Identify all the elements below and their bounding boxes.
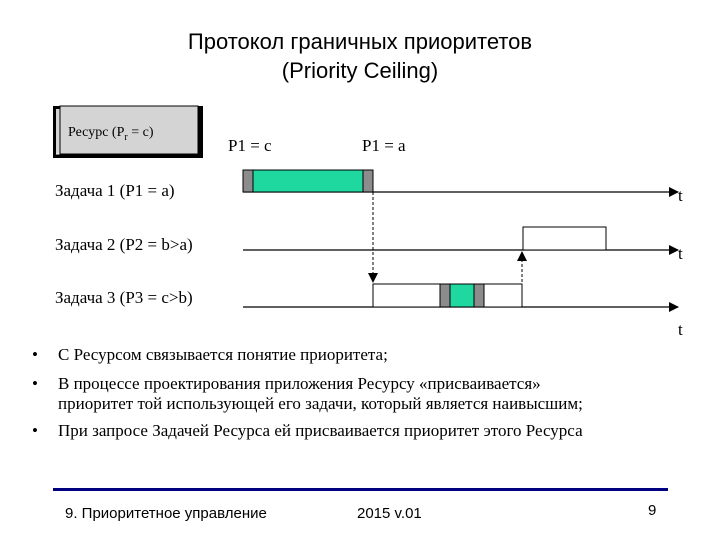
slide-title-line1: Протокол граничных приоритетов [187,29,533,54]
footer-page-number: 9 [648,502,657,519]
task3-unlock-marker [474,284,484,307]
task1-resource-section [253,170,363,192]
bullet-icon: • [32,345,38,364]
task1-label: Задача 1 (P1 = a) [55,181,175,200]
task2-execution-box [523,227,606,250]
priority-label-c: P1 = c [228,136,272,155]
task2-label: Задача 2 (P2 = b>a) [55,235,193,254]
slide-title-line2: (Priority Ceiling) [281,58,439,83]
task3-resource-section [450,284,474,307]
task3-lock-marker [440,284,450,307]
task1-lock-marker [243,170,253,192]
bullet-item-3: • При запросе Задачей Ресурса ей присваивается приоритет этого Ресурса [32,421,583,440]
task3-time-label: t [678,320,683,339]
footer-section-title: 9. Приоритетное управление [65,505,267,522]
bullet-item-1: • С Ресурсом связывается понятие приоритета; [32,345,388,364]
task1-time-label: t [678,186,683,205]
task3-timeline [243,284,678,307]
priority-label-a: P1 = a [362,136,406,155]
task3-label: Задача 3 (P3 = c>b) [55,288,193,307]
bullet-icon: • [32,374,38,393]
task1-unlock-marker [363,170,373,192]
resource-box [53,106,203,158]
task2-time-label: t [678,244,683,263]
footer-version: 2015 v.01 [357,505,422,522]
task2-timeline [243,227,678,250]
task1-timeline [243,170,678,192]
bullet-item-2: • В процессе проектирования приложения Ресурсу «присваивается» приоритет той использующей его задачи, который является наивысшим; [32,374,583,413]
footer-rule [53,488,668,491]
bullet-icon: • [32,421,38,440]
resource-box-label: Ресурс $(P_r = c)$ [68,125,154,143]
